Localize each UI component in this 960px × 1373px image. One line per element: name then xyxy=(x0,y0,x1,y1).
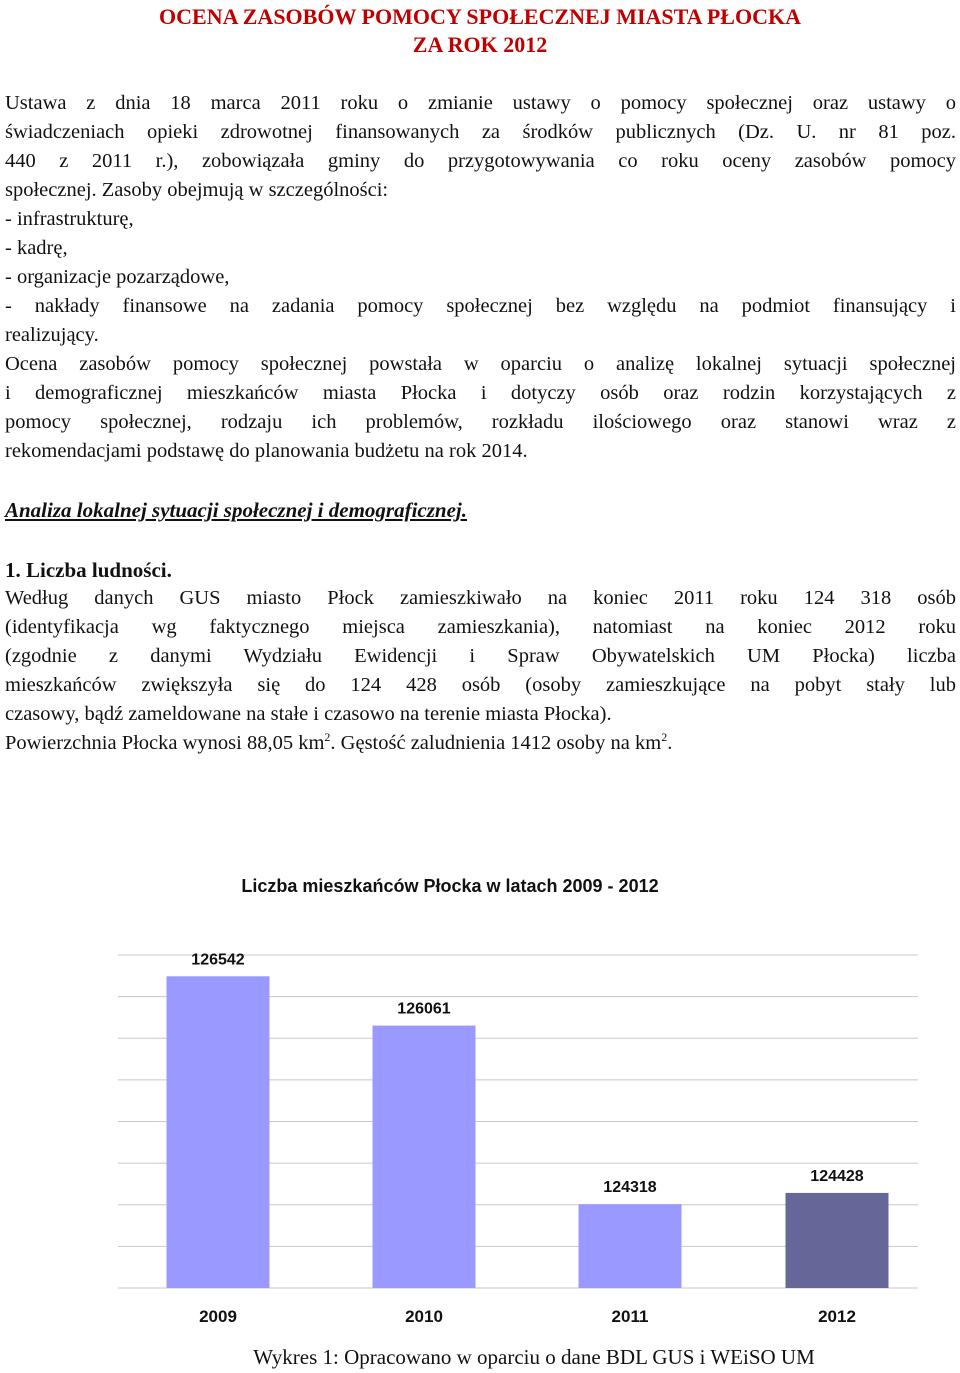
chart-bar-labels xyxy=(191,951,863,1196)
chart-category-label: 2010 xyxy=(405,1307,443,1326)
population-line: (zgodnie z danymi Wydziału Ewidencji i Spraw Obywatelskich UM Płocka) liczba xyxy=(5,645,956,667)
density-text: . Gęstość zaludnienia 1412 osoby na km xyxy=(330,732,662,754)
intro-line: świadczeniach opieki zdrowotnej finansowanych za środków publicznych (Dz. U. nr 81 poz. xyxy=(5,121,956,143)
list-item: - organizacje pozarządowe, xyxy=(5,266,230,288)
chart-title: Liczba mieszkańców Płocka w latach 2009 - 2012 xyxy=(241,876,659,896)
chart-category-label: 2009 xyxy=(199,1307,237,1326)
density-text-end: . xyxy=(667,732,673,754)
population-line: czasowy, bądź zameldowane na stałe i czasowo na terenie miasta Płocka). xyxy=(5,703,612,725)
chart-category-label: 2012 xyxy=(818,1307,856,1326)
assessment-line: Ocena zasobów pomocy społecznej powstała w oparciu o analizę lokalnej sytuacji społecznej xyxy=(5,353,956,375)
chart-category-label: 2011 xyxy=(611,1307,649,1326)
assessment-line: i demograficznej mieszkańców miasta Płocka i dotyczy osób oraz rodzin korzystających z xyxy=(5,382,956,404)
population-line: Według danych GUS miasto Płock zamieszkiwało na koniec 2011 roku 124 318 osób xyxy=(5,587,956,609)
area-text: Powierzchnia Płocka wynosi 88,05 km xyxy=(5,732,325,754)
subsection-heading: 1. Liczba ludności. xyxy=(5,558,172,582)
population-line: mieszkańców zwiększyła się do 124 428 osób (osoby zamieszkujące na pobyt stały lub xyxy=(5,674,956,696)
intro-line: Ustawa z dnia 18 marca 2011 roku o zmianie ustawy o pomocy społecznej oraz ustawy o xyxy=(5,92,956,114)
chart-data-label: 124428 xyxy=(810,1167,864,1185)
chart-bars xyxy=(167,976,889,1288)
chart-caption: Wykres 1: Opracowano w oparciu o dane BDL GUS i WEiSO UM xyxy=(253,1345,815,1369)
list-item: - infrastrukturę, xyxy=(5,208,134,230)
list-item: - nakłady finansowe na zadania pomocy społecznej bez względu na podmiot finansujący i xyxy=(5,295,956,317)
assessment-line: rekomendacjami podstawę do planowania budżetu na rok 2014. xyxy=(5,440,528,462)
chart-data-label: 126061 xyxy=(397,1000,451,1018)
intro-line: społecznej. Zasoby obejmują w szczególności: xyxy=(5,179,389,201)
chart-bar-2009 xyxy=(167,976,270,1288)
chart-bar-2011 xyxy=(579,1204,682,1288)
density-superscript: 2 xyxy=(661,730,668,745)
intro-line: 440 z 2011 r.), zobowiązała gminy do przygotowywania co roku oceny zasobów pomocy xyxy=(5,150,956,172)
chart-bar-2010 xyxy=(373,1026,476,1288)
area-superscript: 2 xyxy=(324,730,331,745)
assessment-line: pomocy społecznej, rodzaju ich problemów, rozkładu ilościowego oraz stanowi wraz z xyxy=(5,411,956,433)
section-heading: Analiza lokalnej sytuacji społecznej i demograficznej. xyxy=(5,498,467,522)
chart-data-label: 126542 xyxy=(191,951,245,969)
list-item: realizujący. xyxy=(5,324,99,346)
list-item: - kadrę, xyxy=(5,237,68,259)
population-line: (identyfikacja wg faktycznego miejsca zamieszkania), natomiast na koniec 2012 roku xyxy=(5,616,956,638)
chart-bar-2012 xyxy=(786,1193,889,1288)
document-title: OCENA ZASOBÓW POMOCY SPOŁECZNEJ MIASTA PŁOCKA xyxy=(159,4,801,29)
chart-data-label: 124318 xyxy=(603,1179,657,1197)
document-subtitle: ZA ROK 2012 xyxy=(412,32,548,57)
chart-category-labels xyxy=(199,1307,856,1326)
